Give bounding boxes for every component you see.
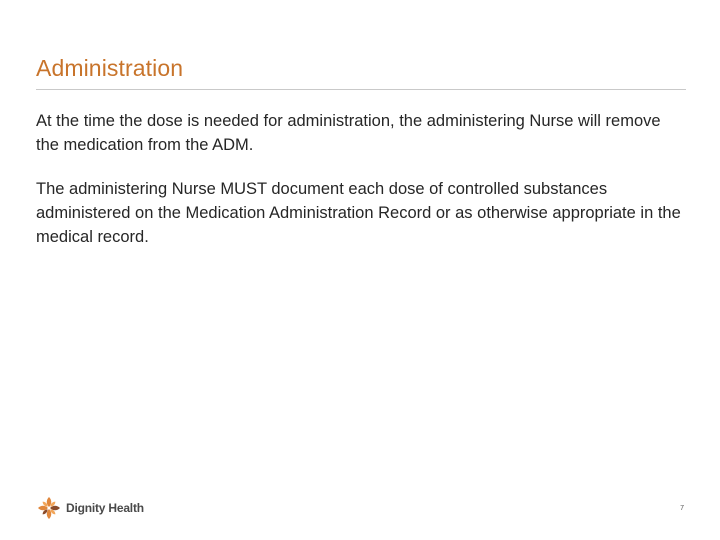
paragraph-2: The administering Nurse MUST document each dose of controlled substances administered on the Medication Administration Record or as otherwise appropriate in the medical record. [36, 180, 681, 246]
title-divider [36, 89, 686, 90]
slide-body [36, 109, 686, 269]
footer-logo [36, 493, 144, 523]
paragraph-1: At the time the dose is needed for administration, the administering Nurse will remove the medication from the ADM. [36, 112, 661, 154]
dignity-health-logo-icon [36, 495, 62, 521]
slide-title: Administration [36, 55, 184, 81]
page-number: 7 [680, 505, 684, 512]
brand-name: Dignity Health [66, 501, 144, 515]
